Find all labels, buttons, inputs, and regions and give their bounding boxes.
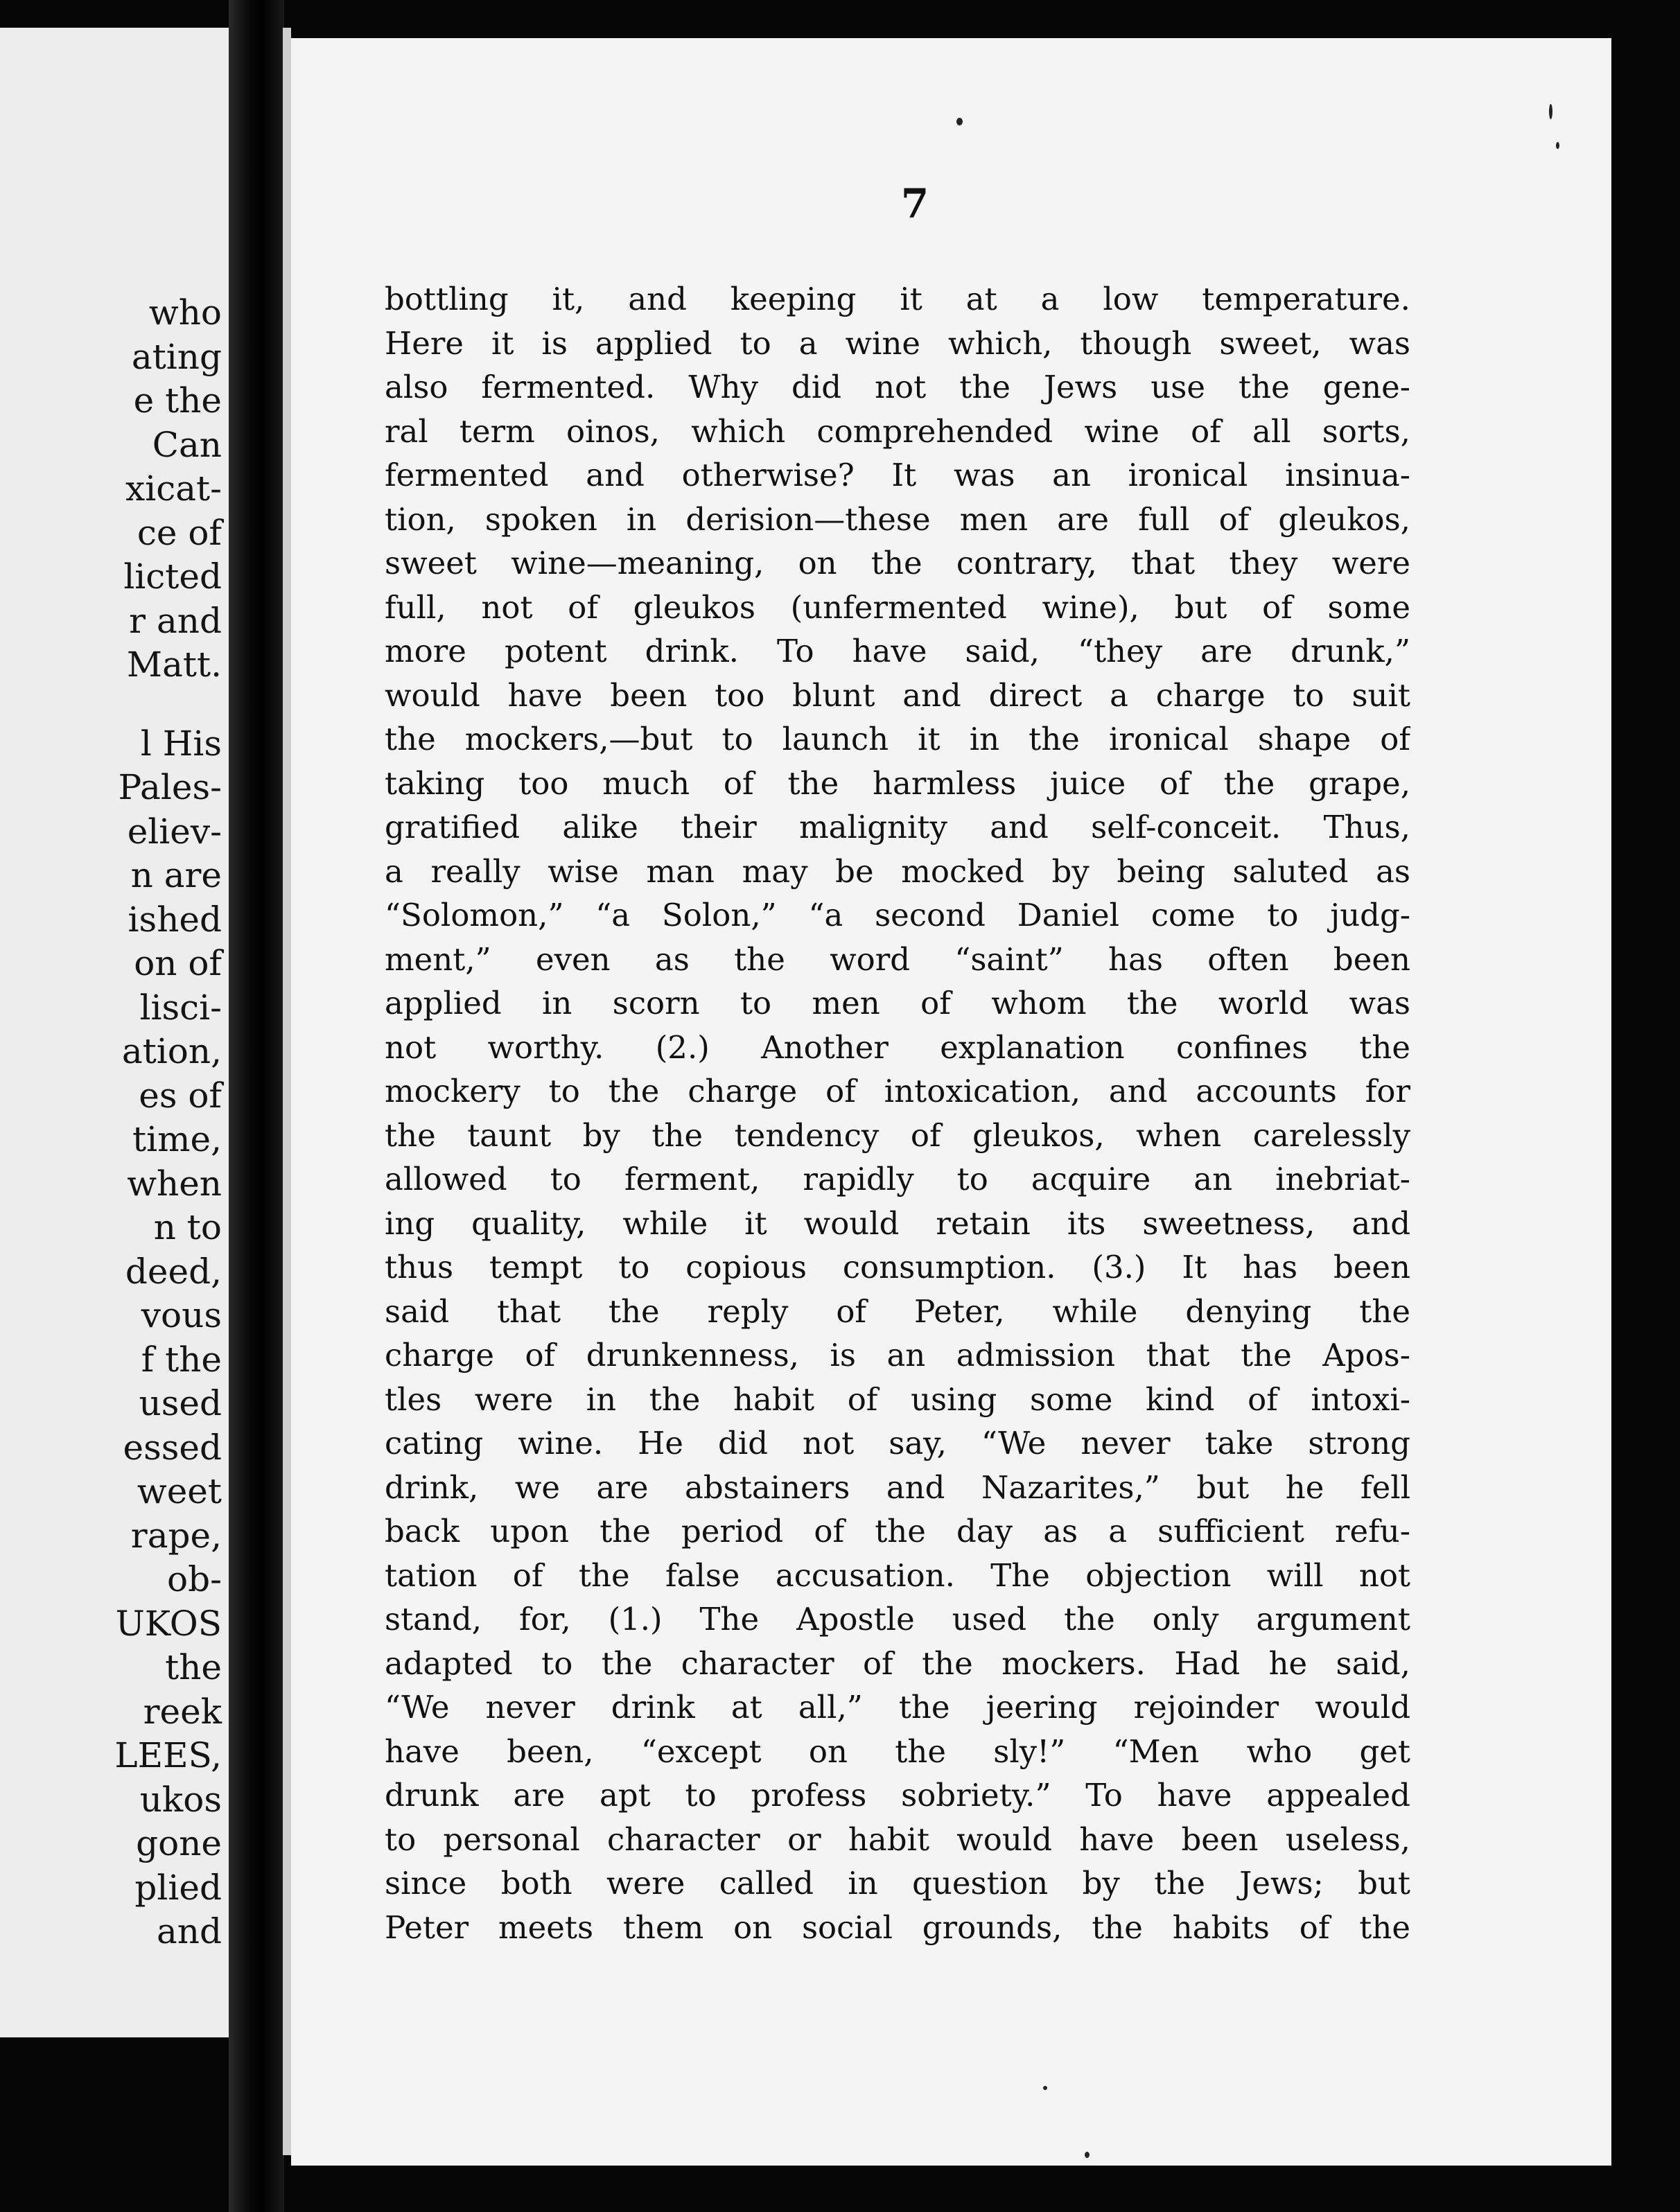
left-text-fragment: vous (141, 1295, 222, 1335)
left-text-fragment: the (165, 1647, 222, 1687)
text-line: the taunt by the tendency of gleukos, when carelessly (385, 1116, 1410, 1154)
text-line: applied in scorn to men of whom the world was (385, 985, 1410, 1021)
text-line: tation of the false accusation. The objection will not (385, 1556, 1410, 1594)
text-line: bottling it, and keeping it at a low temperature. (385, 281, 1410, 317)
text-line: since both were called in question by the Jews; but (385, 1865, 1410, 1902)
dust-speck (1556, 142, 1559, 149)
left-text-fragment: xicat- (125, 468, 222, 509)
text-line: allowed to ferment, rapidly to acquire an inebriat- (385, 1161, 1410, 1197)
text-line: gratified alike their malignity and self-conceit. Thus, (385, 809, 1410, 845)
text-line: the mockers,—but to launch it in the ironical shape of (385, 721, 1410, 757)
text-line: Here it is applied to a wine which, though sweet, was (385, 324, 1410, 362)
text-line: Peter meets them on social grounds, the habits of the (385, 1908, 1410, 1946)
text-line: back upon the period of the day as a sufficient refu- (385, 1513, 1410, 1550)
left-text-fragment: es of (139, 1075, 222, 1116)
text-line: full, not of gleukos (unfermented wine), but of some (385, 588, 1410, 626)
page-edge (283, 28, 291, 2155)
left-text-fragment: gone (136, 1823, 222, 1863)
dust-speck (956, 118, 963, 125)
text-line: charge of drunkenness, is an admission that the Apos- (385, 1337, 1410, 1373)
book-gutter (229, 0, 284, 2212)
left-text-fragment: ating (131, 336, 222, 377)
left-text-fragment: lisci- (139, 987, 222, 1028)
text-line: drink, we are abstainers and Nazarites,” but he fell (385, 1468, 1410, 1506)
left-text-fragment: Pales- (118, 767, 222, 807)
dust-speck (1549, 104, 1552, 119)
text-line: adapted to the character of the mockers. Had he said, (385, 1644, 1410, 1682)
dust-speck (1085, 2152, 1090, 2158)
left-text-fragment: Matt. (126, 644, 222, 685)
text-line: to personal character or habit would have been useless, (385, 1820, 1410, 1858)
left-text-fragment: on of (134, 943, 222, 983)
left-text-fragment: weet (137, 1471, 222, 1511)
left-text-fragment: essed (123, 1427, 222, 1468)
text-line: “We never drink at all,” the jeering rejoinder would (385, 1689, 1410, 1726)
text-line: cating wine. He did not say, “We never take strong (385, 1425, 1410, 1462)
left-text-fragment: plied (134, 1867, 222, 1908)
left-text-fragment: l His (140, 723, 222, 764)
text-line: ing quality, while it would retain its sweetness, and (385, 1204, 1410, 1242)
left-text-fragment: UKOS (115, 1603, 222, 1644)
left-text-fragment: rape, (130, 1515, 222, 1556)
text-line: sweet wine—meaning, on the contrary, that they were (385, 545, 1410, 581)
text-line: tion, spoken in derision—these men are full of gleukos, (385, 500, 1410, 538)
text-line: would have been too blunt and direct a charge to suit (385, 676, 1410, 714)
left-text-fragment: n are (130, 855, 222, 895)
left-text-fragment: ation, (121, 1031, 222, 1071)
left-text-fragment: e the (133, 380, 222, 421)
left-text-fragment: when (127, 1163, 222, 1204)
text-line: “Solomon,” “a Solon,” “a second Daniel come to judg- (385, 897, 1410, 933)
text-line: fermented and otherwise? It was an ironical insinua- (385, 457, 1410, 493)
left-text-fragment: who (148, 292, 222, 333)
left-text-fragment: Can (152, 424, 222, 465)
left-text-fragment: deed, (125, 1251, 222, 1292)
text-line: have been, “except on the sly!” “Men who get (385, 1732, 1410, 1770)
text-line: thus tempt to copious consumption. (3.) It has been (385, 1249, 1410, 1285)
text-line: stand, for, (1.) The Apostle used the only argument (385, 1601, 1410, 1638)
left-text-fragment: time, (132, 1119, 222, 1159)
left-text-fragment: used (139, 1383, 222, 1423)
left-text-fragment: reek (143, 1691, 222, 1732)
left-text-fragment (0, 687, 222, 722)
dust-speck (1043, 2086, 1047, 2090)
text-line: ment,” even as the word “saint” has often been (385, 940, 1410, 978)
left-text-fragment: LEES, (114, 1735, 222, 1775)
text-line: also fermented. Why did not the Jews use the gene- (385, 369, 1410, 405)
text-line: drunk are apt to profess sobriety.” To have appealed (385, 1777, 1410, 1814)
left-text-fragment: eliev- (127, 811, 222, 852)
left-text-fragment: ukos (139, 1779, 222, 1820)
left-text-fragment: and (156, 1911, 222, 1951)
text-line: said that the reply of Peter, while denying the (385, 1292, 1410, 1330)
left-text-fragment: licted (123, 556, 222, 597)
text-line: more potent drink. To have said, “they are drunk,” (385, 633, 1410, 669)
text-line: mockery to the charge of intoxication, and accounts for (385, 1073, 1410, 1109)
left-text-fragment: ce of (137, 512, 222, 553)
right-page (291, 38, 1611, 2166)
page-body-text (385, 277, 1410, 1949)
left-text-fragment: r and (129, 600, 222, 641)
text-line: ral term oinos, which comprehended wine of all sorts, (385, 412, 1410, 450)
left-text-fragment: ished (128, 899, 222, 940)
text-line: taking too much of the harmless juice of the grape, (385, 764, 1410, 802)
left-text-fragment: ob- (166, 1559, 222, 1599)
text-line: tles were in the habit of using some kind of intoxi- (385, 1380, 1410, 1418)
page-number: 7 (900, 180, 929, 227)
left-text-fragment: f the (141, 1339, 222, 1380)
left-text-fragment: n to (153, 1207, 222, 1247)
text-line: a really wise man may be mocked by being saluted as (385, 852, 1410, 890)
text-line: not worthy. (2.) Another explanation confines the (385, 1028, 1410, 1066)
left-page-fragment (0, 28, 229, 2037)
left-page-text (0, 291, 222, 1954)
